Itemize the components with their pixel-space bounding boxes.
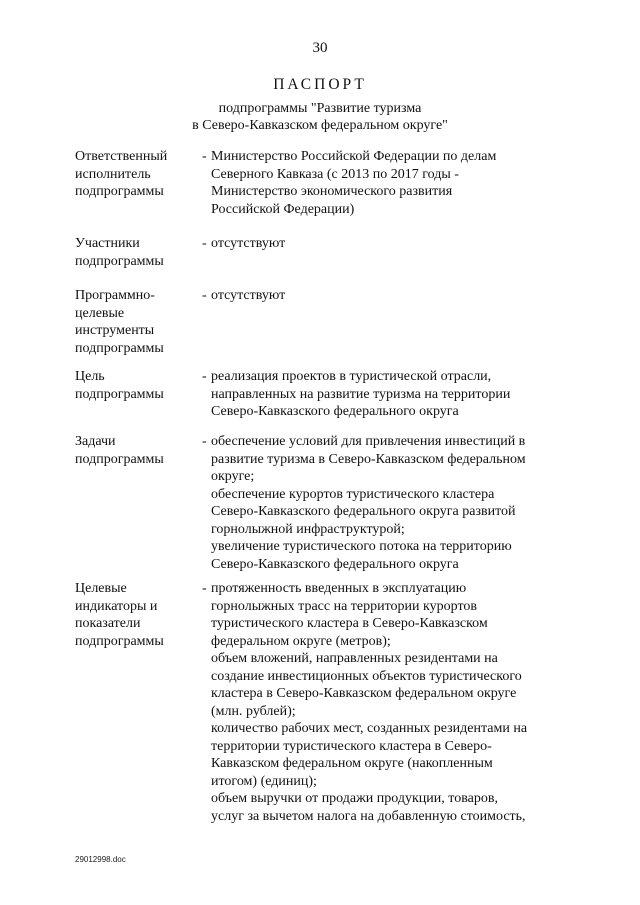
label-line: индикаторы и bbox=[75, 598, 158, 614]
section-label bbox=[75, 235, 195, 270]
content-line: горнолыжных трасс на территории курортов bbox=[211, 598, 478, 614]
content-line: Северного Кавказа (с 2013 по 2017 годы - bbox=[211, 166, 459, 182]
label-line: подпрограммы bbox=[75, 184, 164, 199]
label-line: Задачи bbox=[75, 434, 116, 449]
content-line: Министерство Российской Федерации по делам bbox=[211, 149, 497, 164]
section-content bbox=[202, 148, 572, 218]
label-line: подпрограммы bbox=[75, 340, 164, 356]
subtitle-line: подпрограммы "Развитие туризма bbox=[218, 101, 422, 116]
list-dash: - bbox=[202, 149, 207, 164]
section-label bbox=[75, 368, 195, 403]
section-content bbox=[202, 433, 572, 573]
section-label bbox=[75, 433, 195, 468]
content-line: Северо-Кавказского федерального округа bbox=[211, 404, 459, 419]
section-label bbox=[75, 580, 195, 650]
content-line: реализация проектов в туристической отрасли, bbox=[211, 369, 492, 384]
section-label bbox=[75, 287, 195, 357]
list-dash: - bbox=[202, 369, 207, 384]
list-dash: - bbox=[202, 288, 207, 303]
document-title: ПАСПОРТ bbox=[273, 76, 367, 93]
label-line: Целевые bbox=[75, 581, 127, 596]
content-line: протяженность введенных в эксплуатацию bbox=[211, 581, 467, 596]
label-line: подпрограммы bbox=[75, 451, 164, 467]
page-number: 30 bbox=[312, 40, 328, 56]
content-line: услуг за вычетом налога на добавленную стоимость, bbox=[211, 808, 526, 824]
label-line: целевые bbox=[75, 305, 125, 321]
content-line: итогом) (единиц); bbox=[211, 773, 317, 789]
content-line: увеличение туристического потока на территорию bbox=[211, 539, 512, 554]
label-line: Программно- bbox=[75, 288, 155, 303]
label-line: Цель bbox=[75, 369, 105, 384]
document-subtitle bbox=[0, 100, 640, 134]
label-line: инструменты bbox=[75, 323, 155, 338]
label-line: подпрограммы bbox=[75, 253, 164, 269]
content-line: создание инвестиционных объектов туристического bbox=[211, 668, 522, 684]
section-label bbox=[75, 148, 195, 201]
content-line: объем выручки от продажи продукции, товаров, bbox=[211, 791, 498, 806]
subtitle-line: в Северо-Кавказском федеральном округе" bbox=[192, 118, 448, 133]
content-line: (млн. рублей); bbox=[211, 703, 296, 719]
content-line: направленных на развитие туризма на территории bbox=[211, 386, 511, 402]
label-line: Ответственный bbox=[75, 149, 168, 164]
content-line: Российской Федерации) bbox=[211, 201, 355, 217]
content-line: туристического кластера в Северо-Кавказском bbox=[211, 616, 488, 631]
content-line: округе; bbox=[211, 469, 255, 484]
label-line: показатели bbox=[75, 616, 141, 631]
label-line: подпрограммы bbox=[75, 386, 164, 402]
content-line: отсутствуют bbox=[211, 236, 286, 251]
content-line: территории туристического кластера в Северо- bbox=[211, 738, 492, 754]
content-line: обеспечение курортов туристического кластера bbox=[211, 486, 495, 502]
content-line: Северо-Кавказского федерального округа bbox=[211, 556, 459, 572]
section-content bbox=[202, 368, 572, 421]
content-line: Кавказском федеральном округе (накопленным bbox=[211, 756, 493, 771]
section-content bbox=[202, 235, 572, 253]
section-content bbox=[202, 287, 572, 305]
content-line: федеральном округе (метров); bbox=[211, 633, 391, 649]
content-line: кластера в Северо-Кавказском федеральном округе bbox=[211, 686, 517, 701]
content-line: развитие туризма в Северо-Кавказском федеральном bbox=[211, 451, 526, 467]
label-line: исполнитель bbox=[75, 166, 151, 182]
section-content bbox=[202, 580, 572, 825]
content-line: обеспечение условий для привлечения инвестиций в bbox=[211, 434, 526, 449]
content-line: Министерство экономического развития bbox=[211, 184, 453, 199]
footer-filename: 29012998.doc bbox=[75, 855, 126, 864]
content-line: количество рабочих мест, созданных резидентами на bbox=[211, 721, 528, 736]
label-line: Участники bbox=[75, 236, 140, 251]
list-dash: - bbox=[202, 434, 207, 449]
content-line: объем вложений, направленных резидентами на bbox=[211, 651, 498, 666]
content-line: горнолыжной инфраструктурой; bbox=[211, 521, 405, 537]
content-line: отсутствуют bbox=[211, 288, 286, 303]
content-line: Северо-Кавказского федерального округа развитой bbox=[211, 504, 516, 519]
list-dash: - bbox=[202, 236, 207, 251]
list-dash: - bbox=[202, 581, 207, 596]
label-line: подпрограммы bbox=[75, 633, 164, 649]
